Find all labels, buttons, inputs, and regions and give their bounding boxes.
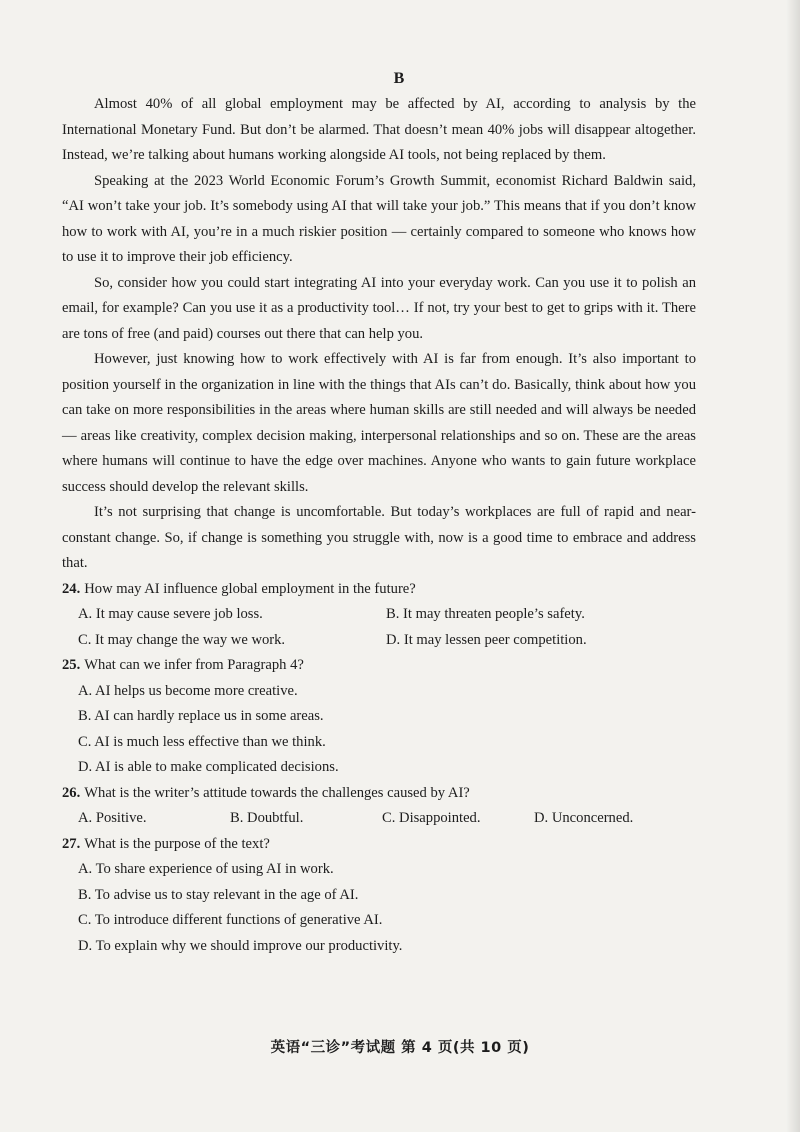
question-stem (62, 781, 696, 807)
paragraph-4: However, just knowing how to work effectively with AI is far from enough. It’s also important to position yourself in the organization in line with the things that AIs can’t do. Basically, think about how you can take on more responsibilities in the areas where human skills are still needed and will always be needed — areas like creativity, complex decision making, interpersonal relationships and so on. These are the areas where humans will continue to have the edge over machines. Anyone who wants to gain future workplace success should develop the relevant skills. (62, 351, 696, 495)
option-c: C. To introduce different functions of generative AI. (78, 912, 383, 928)
question-25 (62, 653, 696, 781)
option-c: C. Disappointed. (382, 810, 481, 826)
question-27 (62, 832, 696, 960)
option-d: D. Unconcerned. (534, 810, 634, 826)
options-list (62, 857, 696, 959)
option-d: D. AI is able to make complicated decisions. (78, 759, 339, 775)
option-d: D. To explain why we should improve our productivity. (78, 937, 403, 954)
option-a: A. AI helps us become more creative. (78, 682, 298, 699)
question-number: 26. (62, 784, 81, 801)
question-number: 25. (62, 657, 81, 673)
section-title: B (393, 70, 405, 87)
option-d: D. It may lessen peer competition. (386, 631, 587, 648)
question-24 (62, 577, 696, 654)
option-c: C. It may change the way we work. (78, 631, 286, 648)
question-stem (62, 577, 696, 603)
page-footer: 英语“三诊”考试题 第 4 页(共 10 页) (270, 1040, 530, 1056)
question-26 (62, 781, 696, 832)
option-b: B. AI can hardly replace us in some areas. (78, 708, 324, 724)
options-list (62, 679, 696, 781)
option-a: A. Positive. (78, 810, 147, 826)
option-b: B. It may threaten people’s safety. (386, 606, 585, 622)
page-edge-shadow (786, 0, 800, 1132)
paragraph-1: Almost 40% of all global employment may be affected by AI, according to analysis by the International Monetary Fund. But don’t be alarmed. That doesn’t mean 40% jobs will disappear altogether. Instead, we’re talking about humans working alongside AI tools, not being replaced by them. (62, 96, 696, 163)
question-stem (62, 653, 696, 679)
question-text: What is the purpose of the text? (84, 835, 270, 852)
option-a: A. It may cause severe job loss. (78, 606, 263, 622)
question-number: 24. (62, 580, 81, 597)
question-text: What is the writer’s attitude towards the challenges caused by AI? (84, 784, 470, 801)
option-c: C. AI is much less effective than we think. (78, 733, 326, 750)
question-text: How may AI influence global employment in the future? (84, 580, 416, 597)
options-row (62, 806, 696, 832)
reading-passage (62, 92, 696, 577)
option-b: B. Doubtful. (230, 810, 304, 826)
paragraph-3: So, consider how you could start integrating AI into your everyday work. Can you use it to polish an email, for example? Can you use it as a productivity tool… If not, try your best to get to grips with it. There are tons of free (and paid) courses out there that can help you. (62, 274, 696, 342)
options-grid (62, 602, 696, 653)
paragraph-5: It’s not surprising that change is uncomfortable. But today’s workplaces are full of rapid and near-constant change. So, if change is something you struggle with, now is a good time to embrace and address that. (62, 504, 696, 571)
question-text: What can we infer from Paragraph 4? (84, 657, 304, 673)
paragraph-2: Speaking at the 2023 World Economic Forum’s Growth Summit, economist Richard Baldwin said, “AI won’t take your job. It’s somebody using AI that will take your job.” This means that if you don’t know how to work with AI, you’re in a much riskier position — certainly compared to someone who knows how to use it to improve their job efficiency. (62, 172, 696, 265)
question-stem (62, 832, 696, 858)
question-number: 27. (62, 835, 81, 852)
question-list (62, 577, 696, 960)
option-b: B. To advise us to stay relevant in the age of AI. (78, 886, 359, 903)
option-a: A. To share experience of using AI in work. (78, 861, 334, 877)
